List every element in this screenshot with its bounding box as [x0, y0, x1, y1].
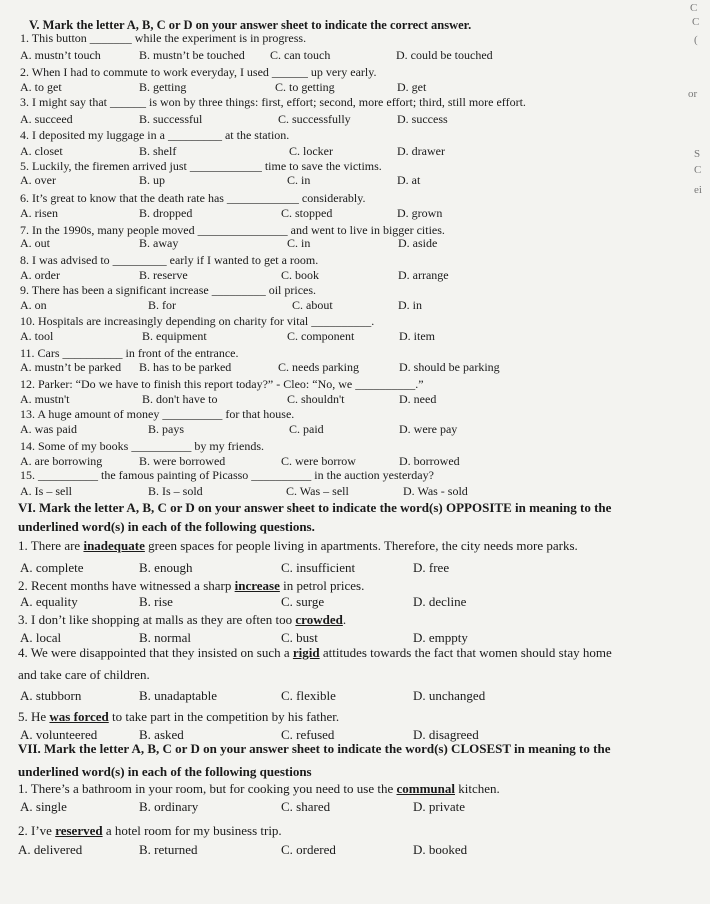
vi-question-4-option-c: C. flexible [281, 688, 336, 703]
question-9-option-c: C. about [292, 298, 333, 312]
question-12-option-c: C. shouldn't [287, 392, 345, 406]
vi-question-2-underlined: increase [234, 578, 280, 593]
edge-mark-4: or [688, 88, 698, 100]
question-12-option-d: D. need [399, 392, 437, 406]
question-2-option-c: C. to getting [275, 80, 335, 94]
vi-question-3-post: . [342, 612, 347, 627]
vi-question-4-underlined: rigid [292, 645, 320, 660]
question-8-option-b: B. reserve [139, 268, 188, 282]
vi-question-5-option-b: B. asked [139, 727, 184, 742]
question-2-option-d: D. get [397, 80, 427, 94]
question-1-option-c: C. can touch [270, 48, 331, 62]
section-vi-heading: VI. Mark the letter A, B, C or D on your answer sheet to indicate the word(s) OPPOSITE in meaning to the [18, 500, 612, 515]
question-7-text: 7. In the 1990s, many people moved _______________ and went to live in bigger cities. [20, 223, 445, 237]
vi-question-3-option-b: B. normal [139, 630, 191, 645]
vi-question-3-option-d: D. emppty [413, 630, 468, 645]
question-15-text: 15. __________ the famous painting of Picasso __________ in the auction yesterday? [20, 468, 434, 482]
question-13-option-a: A. was paid [20, 422, 77, 436]
vii-question-2-underlined: reserved [55, 823, 103, 838]
question-5-option-b: B. up [139, 173, 166, 187]
vi-question-3-option-c: C. bust [281, 630, 318, 645]
question-10-option-a: A. tool [20, 329, 54, 343]
vi-question-1-option-c: C. insufficient [281, 560, 356, 575]
question-7-option-a: A. out [20, 236, 50, 250]
vi-question-5-underlined: was forced [49, 709, 109, 724]
question-3-text: 3. I might say that ______ is won by three things: first, effort; second, more effort; third, still more effort. [20, 95, 526, 109]
question-13-option-d: D. were pay [399, 422, 458, 436]
question-11-option-d: D. should be parking [399, 360, 500, 374]
question-4-text: 4. I deposited my luggage in a _________ at the station. [20, 128, 290, 142]
question-1-option-b: B. mustn’t be touched [139, 48, 245, 62]
question-12-option-a: A. mustn't [20, 392, 70, 406]
question-1-option-a: A. mustn’t touch [20, 48, 101, 62]
question-7-option-c: C. in [287, 236, 311, 250]
edge-mark-2: C [692, 16, 700, 28]
vii-question-2-option-d: D. booked [413, 842, 468, 857]
vi-question-3 [18, 613, 346, 626]
question-2-option-a: A. to get [20, 80, 62, 94]
section-v-heading: V. Mark the letter A, B, C or D on your answer sheet to indicate the correct answer. [29, 18, 472, 32]
question-5-option-a: A. over [20, 173, 56, 187]
vii-question-1-post: kitchen. [455, 781, 500, 796]
question-15-option-d: D. Was - sold [403, 484, 468, 498]
question-14-option-a: A. are borrowing [20, 454, 103, 468]
question-10-option-d: D. item [399, 329, 435, 343]
question-6-text: 6. It’s great to know that the death rate has ____________ considerably. [20, 191, 366, 205]
question-10-text: 10. Hospitals are increasingly depending on charity for vital __________. [20, 314, 375, 328]
question-8-text: 8. I was advised to _________ early if I wanted to get a room. [20, 253, 319, 267]
question-15-option-a: A. Is – sell [20, 484, 72, 498]
vi-question-5-option-d: D. disagreed [413, 727, 479, 742]
vi-question-1-option-b: B. enough [139, 560, 193, 575]
question-2-option-b: B. getting [139, 80, 187, 94]
question-14-text: 14. Some of my books __________ by my friends. [20, 439, 264, 453]
vii-question-2-option-a: A. delivered [18, 842, 83, 857]
question-11-option-b: B. has to be parked [139, 360, 232, 374]
vi-question-3-option-a: A. local [20, 630, 62, 645]
question-14-option-c: C. were borrow [281, 454, 356, 468]
question-4-option-c: C. locker [289, 144, 333, 158]
vii-question-1-pre: 1. There’s a bathroom in your room, but for cooking you need to use the [18, 781, 397, 796]
vi-question-5-option-c: C. refused [281, 727, 335, 742]
question-11-option-c: C. needs parking [278, 360, 359, 374]
vii-question-1 [18, 782, 500, 795]
vi-question-2-option-c: C. surge [281, 594, 325, 609]
question-9-text: 9. There has been a significant increase _________ oil prices. [20, 283, 317, 297]
question-4-option-d: D. drawer [397, 144, 445, 158]
vi-question-4-cont: and take care of children. [18, 667, 150, 682]
question-12-option-b: B. don't have to [142, 392, 218, 406]
vii-question-2-option-c: C. ordered [281, 842, 336, 857]
edge-mark-1: C [690, 2, 698, 14]
section-vii-heading: VII. Mark the letter A, B, C or D on your answer sheet to indicate the word(s) CLOSEST in meaning to the [18, 741, 611, 756]
section-vi-heading-cont: underlined word(s) in each of the following questions. [18, 519, 315, 534]
question-3-option-c: C. successfully [278, 112, 351, 126]
question-3-option-b: B. successful [139, 112, 203, 126]
question-3-option-d: D. success [397, 112, 448, 126]
question-6-option-d: D. grown [397, 206, 443, 220]
section-vii-heading-cont: underlined word(s) in each of the following questions [18, 764, 312, 779]
question-9-option-b: B. for [148, 298, 176, 312]
vi-question-4-option-d: D. unchanged [413, 688, 486, 703]
vii-question-1-option-a: A. single [20, 799, 67, 814]
vi-question-5-pre: 5. He [18, 709, 50, 724]
question-6-option-c: C. stopped [281, 206, 333, 220]
vi-question-2 [18, 579, 364, 592]
question-3-option-a: A. succeed [20, 112, 73, 126]
question-14-option-b: B. were borrowed [139, 454, 226, 468]
vi-question-5-post: to take part in the competition by his father. [108, 709, 340, 724]
question-4-option-b: B. shelf [139, 144, 177, 158]
question-8-option-d: D. arrange [398, 268, 449, 282]
question-15-option-c: C. Was – sell [286, 484, 349, 498]
vii-question-1-underlined: communal [396, 781, 455, 796]
vii-question-2-pre: 2. I’ve [18, 823, 56, 838]
vi-question-5 [18, 710, 339, 723]
edge-mark-5: S [694, 148, 701, 160]
question-14-option-d: D. borrowed [399, 454, 460, 468]
question-5-option-c: C. in [287, 173, 311, 187]
question-9-option-d: D. in [398, 298, 422, 312]
edge-mark-6: C [694, 164, 702, 176]
question-10-option-b: B. equipment [142, 329, 207, 343]
question-10-option-c: C. component [287, 329, 355, 343]
question-13-option-b: B. pays [148, 422, 184, 436]
question-7-option-b: B. away [139, 236, 179, 250]
question-11-text: 11. Cars __________ in front of the entrance. [20, 346, 239, 360]
question-8-option-a: A. order [20, 268, 60, 282]
vi-question-1-pre: 1. There are [18, 538, 84, 553]
edge-mark-3: ( [694, 34, 698, 46]
question-11-option-a: A. mustn’t be parked [20, 360, 122, 374]
vi-question-1 [18, 539, 578, 552]
question-12-text: 12. Parker: “Do we have to finish this report today?” - Cleo: “No, we __________.” [20, 377, 424, 391]
vi-question-4-option-b: B. unadaptable [139, 688, 217, 703]
vi-question-5-option-a: A. volunteered [20, 727, 98, 742]
vii-question-2 [18, 824, 282, 837]
vi-question-4-post: attitudes towards the fact that women should stay home [319, 645, 612, 660]
question-2-text: 2. When I had to commute to work everyday, I used ______ up very early. [20, 65, 377, 79]
edge-mark-7: ei [694, 184, 702, 196]
question-9-option-a: A. on [20, 298, 47, 312]
vi-question-2-option-d: D. decline [413, 594, 467, 609]
question-5-text: 5. Luckily, the firemen arrived just ____________ time to save the victims. [20, 159, 382, 173]
vi-question-1-underlined: inadequate [83, 538, 145, 553]
vi-question-1-post: green spaces for people living in apartments. Therefore, the city needs more parks. [144, 538, 578, 553]
question-13-option-c: C. paid [289, 422, 324, 436]
vii-question-1-option-d: D. private [413, 799, 465, 814]
vii-question-1-option-c: C. shared [281, 799, 331, 814]
vi-question-4-option-a: A. stubborn [20, 688, 82, 703]
question-4-option-a: A. closet [20, 144, 63, 158]
question-1-text: 1. This button _______ while the experiment is in progress. [20, 31, 307, 45]
question-1-option-d: D. could be touched [396, 48, 493, 62]
vi-question-2-post: in petrol prices. [279, 578, 365, 593]
question-6-option-a: A. risen [20, 206, 58, 220]
question-5-option-d: D. at [397, 173, 421, 187]
vi-question-4-pre: 4. We were disappointed that they insisted on such a [18, 645, 293, 660]
vi-question-1-option-a: A. complete [20, 560, 84, 575]
vi-question-2-option-a: A. equality [20, 594, 78, 609]
vii-question-1-option-b: B. ordinary [139, 799, 199, 814]
question-15-option-b: B. Is – sold [148, 484, 203, 498]
question-8-option-c: C. book [281, 268, 320, 282]
vii-question-2-option-b: B. returned [139, 842, 198, 857]
question-13-text: 13. A huge amount of money __________ for that house. [20, 407, 295, 421]
vi-question-2-option-b: B. rise [139, 594, 173, 609]
vii-question-2-post: a hotel room for my business trip. [102, 823, 282, 838]
vi-question-4 [18, 646, 612, 659]
vi-question-3-underlined: crowded [295, 612, 343, 627]
question-7-option-d: D. aside [398, 236, 438, 250]
question-6-option-b: B. dropped [139, 206, 193, 220]
vi-question-2-pre: 2. Recent months have witnessed a sharp [18, 578, 235, 593]
vi-question-1-option-d: D. free [413, 560, 450, 575]
vi-question-3-pre: 3. I don’t like shopping at malls as they are often too [18, 612, 296, 627]
